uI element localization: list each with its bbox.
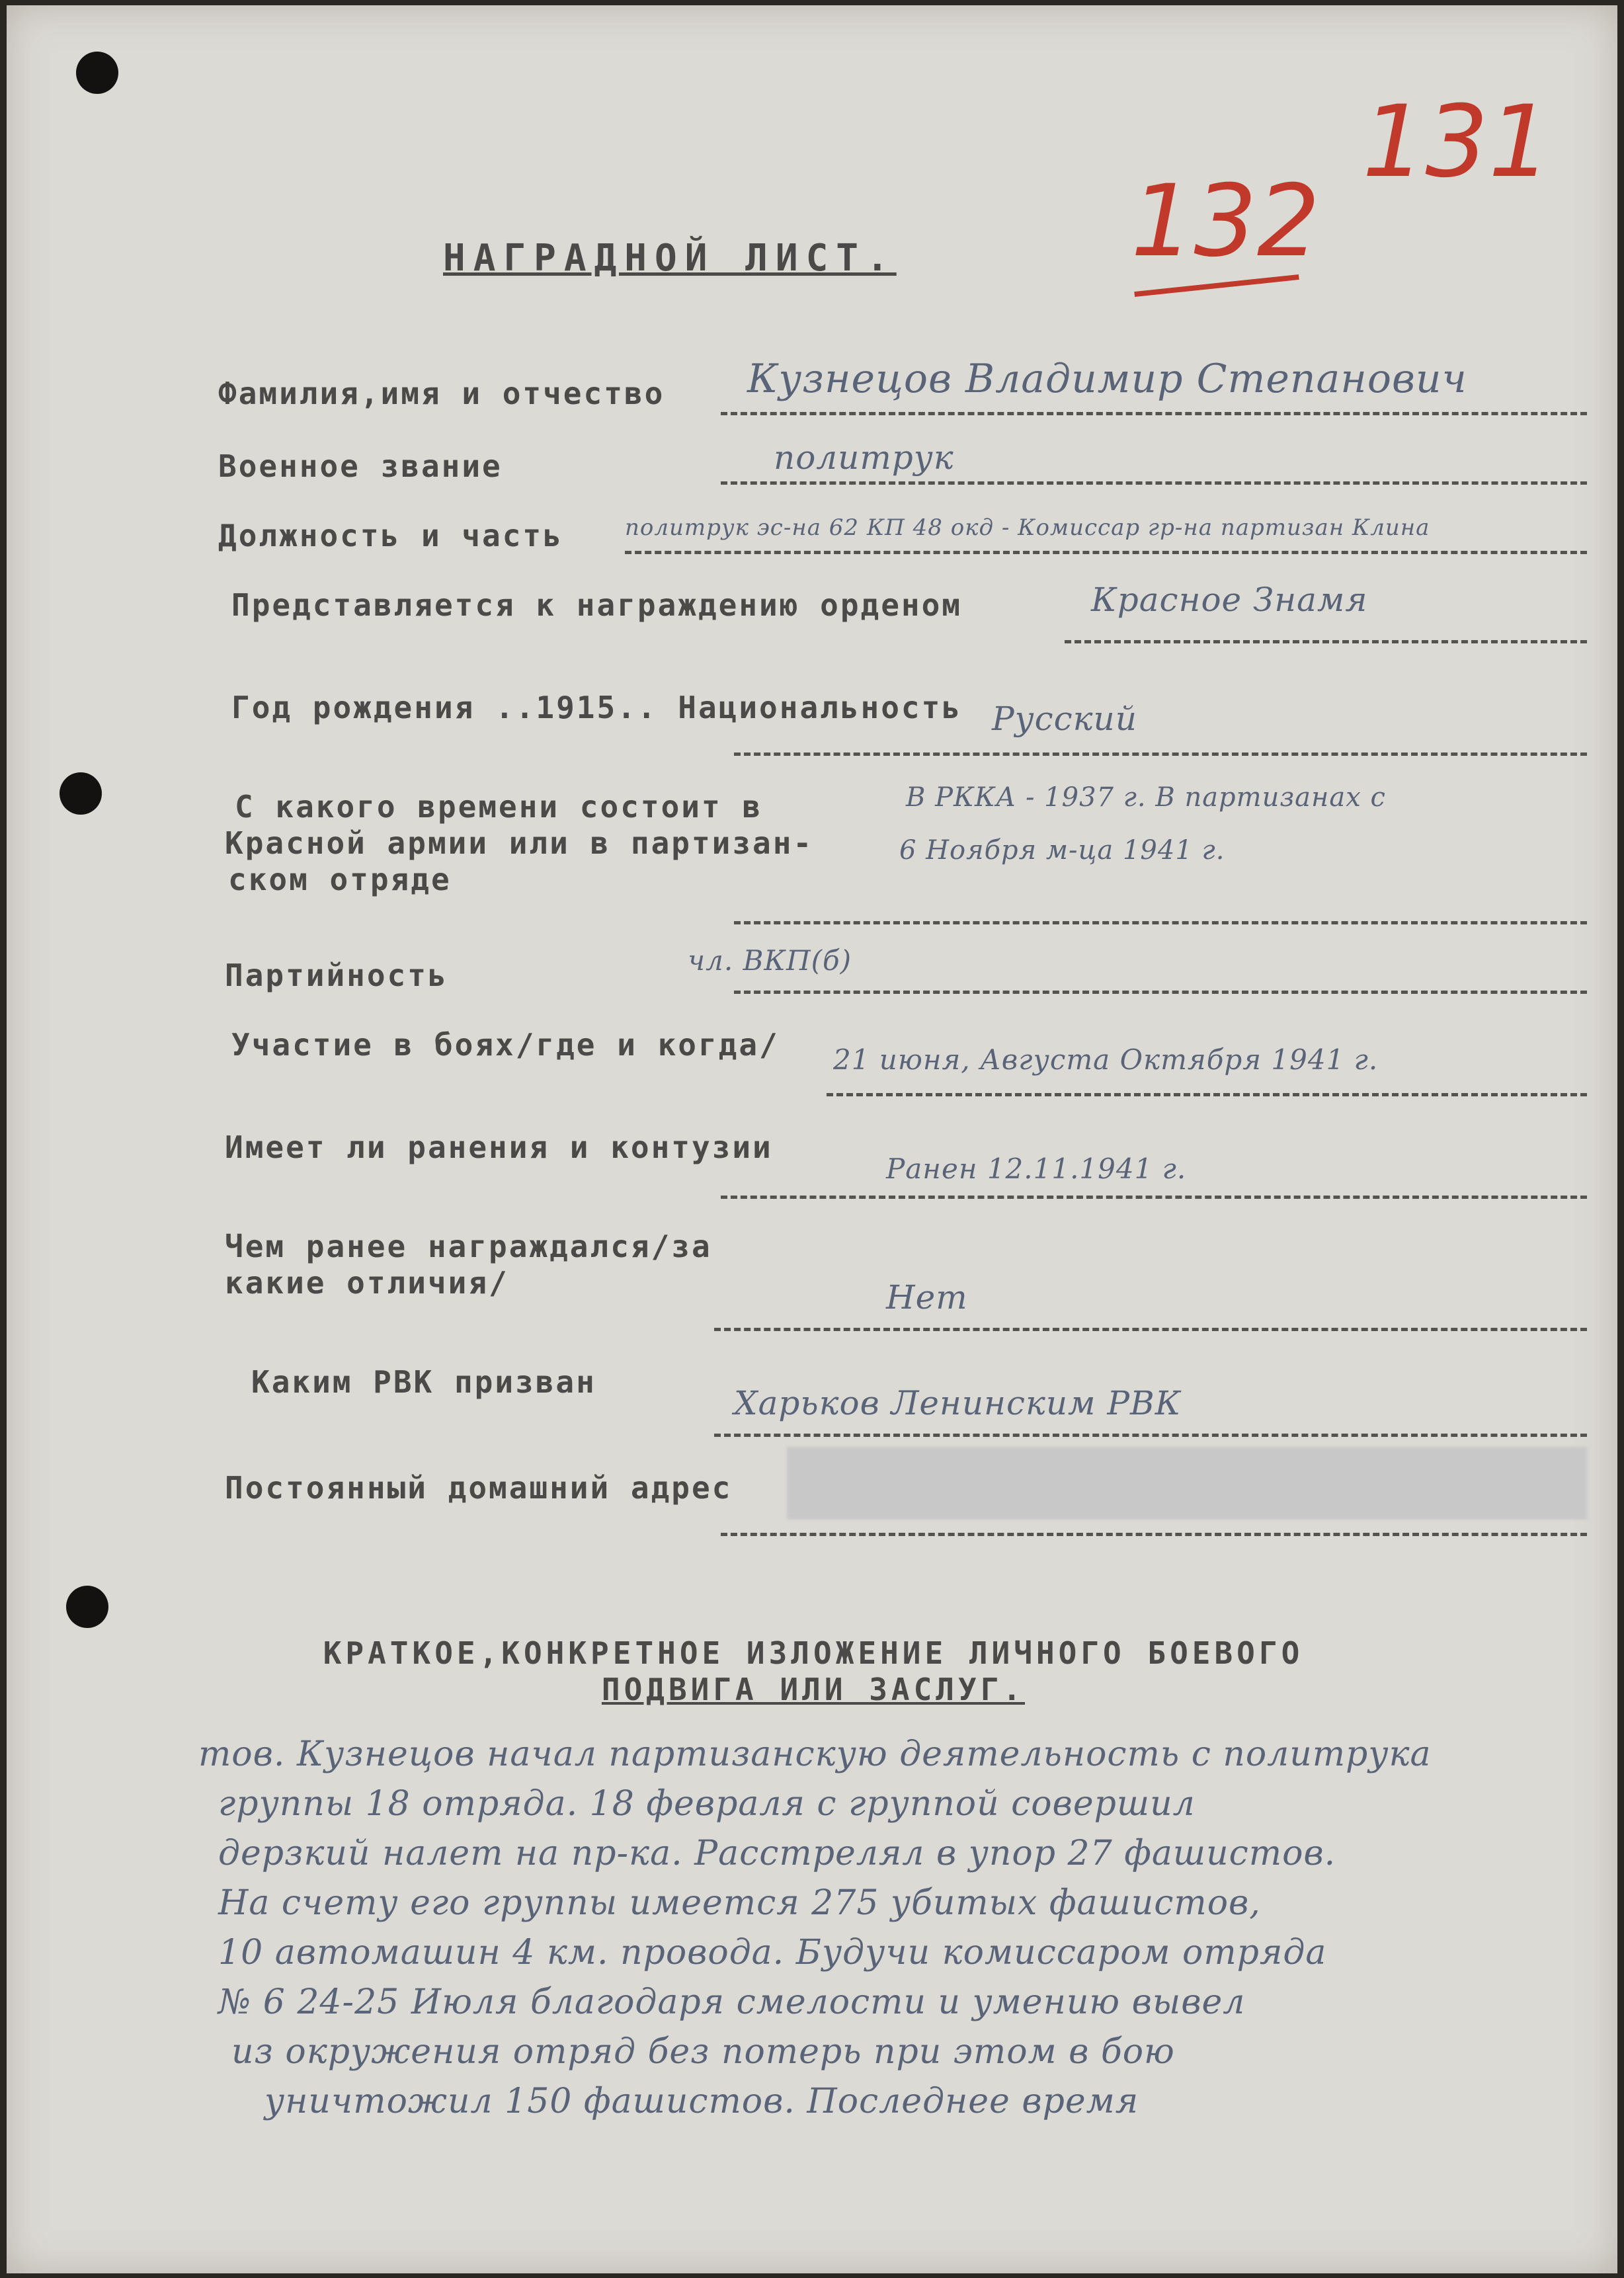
field-label-rvk: Каким РВК призван	[251, 1364, 596, 1400]
field-rule	[714, 1434, 1587, 1437]
field-value-position: политрук эс-на 62 КП 48 окд - Комиссар гр-на партизан Клина	[625, 514, 1430, 541]
field-label-service-2: Красной армии или в партизан-	[225, 825, 814, 861]
field-label-wounds: Имеет ли ранения и контузии	[225, 1129, 773, 1165]
narrative-line: уничтожил 150 фашистов. Последнее время	[264, 2082, 1139, 2121]
field-label-awards-1: Чем ранее награждался/за	[225, 1229, 712, 1264]
page-title: НАГРАДНОЙ ЛИСТ.	[443, 237, 897, 280]
field-label-order: Представляется к награждению орденом	[231, 587, 962, 623]
page-number-current: 131	[1362, 85, 1552, 200]
field-value-rvk: Харьков Ленинским РВК	[734, 1384, 1182, 1422]
field-rule	[734, 753, 1587, 756]
narrative-line: 10 автомашин 4 км. провода. Будучи комиссаром отряда	[218, 1933, 1327, 1973]
award-sheet	[7, 5, 1617, 2273]
narrative-line: № 6 24-25 Июля благодаря смелости и умению вывел	[218, 1982, 1246, 2022]
field-label-party: Партийность	[225, 957, 448, 993]
field-value-party: чл. ВКП(б)	[688, 944, 852, 977]
field-rule	[625, 551, 1587, 554]
field-rule	[1065, 640, 1587, 643]
field-label-battles: Участие в боях/где и когда/	[231, 1027, 780, 1063]
field-rule	[734, 921, 1587, 924]
field-rule	[721, 481, 1587, 485]
field-label-service-3: ском отряде	[228, 862, 452, 897]
field-value-rank: политрук	[774, 438, 954, 477]
narrative-line: из окружения отряд без потерь при этом в бою	[231, 2032, 1175, 2072]
field-label-service-1: С какого времени состоит в	[235, 789, 763, 825]
summary-heading-line2: ПОДВИГА ИЛИ ЗАСЛУГ.	[601, 1672, 1026, 1707]
field-value-awards: Нет	[886, 1278, 968, 1317]
field-label-rank: Военное звание	[218, 448, 503, 484]
punch-hole	[60, 772, 102, 815]
field-label-awards-2: какие отличия/	[225, 1265, 509, 1301]
field-rule	[721, 1196, 1587, 1199]
field-label-birth-nationality: Год рождения ..1915.. Национальность	[231, 690, 962, 725]
narrative-line: группы 18 отряда. 18 февраля с группой совершил	[218, 1784, 1196, 1824]
page-number-old: 132	[1131, 164, 1320, 279]
field-value-name: Кузнецов Владимир Степанович	[747, 356, 1467, 402]
narrative-line: тов. Кузнецов начал партизанскую деятельность с политрука	[198, 1734, 1432, 1774]
field-rule	[721, 1533, 1587, 1536]
field-rule	[734, 991, 1587, 994]
field-rule	[721, 412, 1587, 415]
field-value-order: Красное Знамя	[1091, 581, 1368, 619]
field-value-service-2: 6 Ноября м-ца 1941 г.	[899, 835, 1225, 866]
field-value-wounds: Ранен 12.11.1941 г.	[886, 1153, 1187, 1185]
field-label-name: Фамилия,имя и отчество	[218, 376, 665, 411]
punch-hole	[76, 52, 118, 94]
field-value-service-1: В РККА - 1937 г. В партизанах с	[906, 782, 1386, 813]
field-rule	[827, 1093, 1587, 1096]
field-value-battles: 21 июня, Августа Октября 1941 г.	[833, 1043, 1379, 1076]
field-value-nationality: Русский	[992, 700, 1137, 738]
address-redaction	[787, 1447, 1587, 1520]
field-label-position: Должность и часть	[218, 518, 563, 553]
summary-heading-line1: КРАТКОЕ,КОНКРЕТНОЕ ИЗЛОЖЕНИЕ ЛИЧНОГО БОЕВОГО	[323, 1635, 1304, 1671]
narrative-line: На счету его группы имеется 275 убитых фашистов,	[218, 1883, 1261, 1923]
punch-hole	[66, 1586, 108, 1628]
field-rule	[714, 1328, 1587, 1331]
narrative-line: дерзкий налет на пр-ка. Расстрелял в упор 27 фашистов.	[218, 1834, 1336, 1873]
field-label-address: Постоянный домашний адрес	[225, 1470, 733, 1506]
